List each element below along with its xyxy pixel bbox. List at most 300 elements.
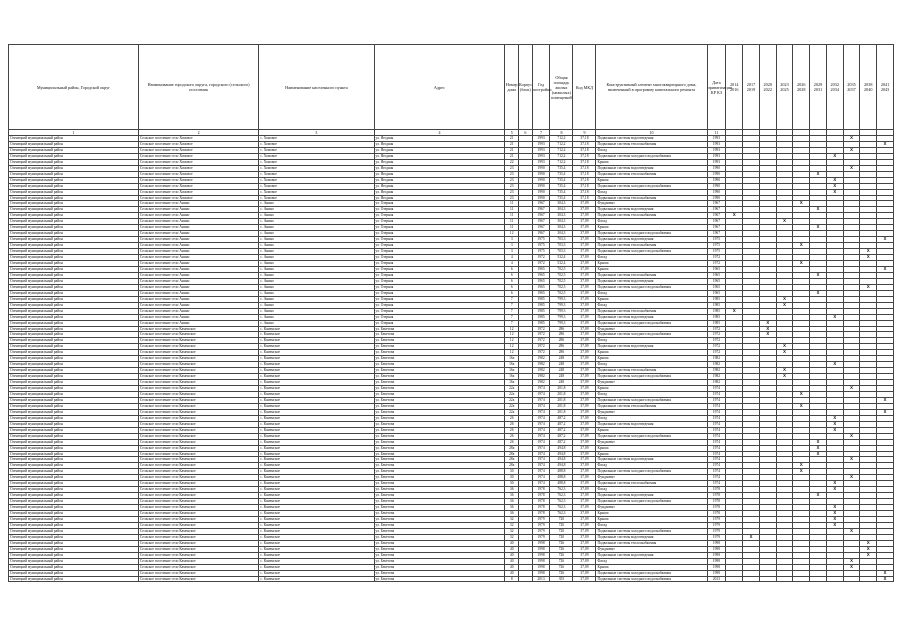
privatization-date-cell: 1982 [707,356,726,362]
mkd-code-cell: 37,09 [573,433,596,439]
privatization-date-cell: 1978 [707,505,726,511]
column-number: 11 [707,130,726,136]
locality-cell: с. Каменское [259,469,374,475]
structural-element-cell: Подвальные системы водоотведения [596,278,707,284]
privatization-date-cell: 1979 [707,534,726,540]
structural-element-cell: Крыша [596,356,707,362]
address-cell: ул. Бекетова [374,433,505,439]
mkd-code-cell: 37,09 [573,403,596,409]
year-built-cell: 1974 [532,469,550,475]
address-cell: ул. Бекетова [374,493,505,499]
structural-element-cell: Подвальные системы холодного водоснабжения [596,469,707,475]
settlement-cell: Сельское поселение село Каменское [138,487,258,493]
address-cell: ул. Ягодная [374,189,505,195]
year-built-cell: 1974 [532,445,550,451]
year-built-cell: 1982 [532,374,550,380]
house-number-cell: 26 [505,433,519,439]
column-number: 1 [9,130,139,136]
address-cell: ул. Озерная [374,231,505,237]
district-cell: Оленецкий муниципальный район [9,338,139,344]
house-number-cell: 7 [505,308,519,314]
structural-element-cell: Подвальные системы холодного водоснабжения [596,153,707,159]
privatization-date-cell: 1990 [707,195,726,201]
mkd-code-cell: 37,09 [573,261,596,267]
locality-cell: с. Каменское [259,558,374,564]
house-number-cell: 4 [505,255,519,261]
year-built-cell: 1985 [532,302,550,308]
structural-element-cell: Крыша [596,296,707,302]
district-cell: Оленецкий муниципальный район [9,159,139,165]
address-cell: ул. Бекетова [374,386,505,392]
structural-element-cell: Фасад [596,255,707,261]
district-cell: Оленецкий муниципальный район [9,576,139,582]
structural-element-cell: Фасад [596,558,707,564]
structural-element-cell: Фундамент [596,475,707,481]
mkd-code-cell: 37,09 [573,231,596,237]
structural-element-cell: Крыша [596,564,707,570]
period-mark-cell: X [810,272,827,278]
address-cell: ул. Бекетова [374,558,505,564]
total-area-cell: 735,4 [550,195,573,201]
settlement-cell: Сельское поселение село Анино [138,278,258,284]
settlement-cell: Сельское поселение село Анино [138,284,258,290]
structural-element-cell: Подвальные системы теплоснабжения [596,403,707,409]
house-number-cell: 6 [505,278,519,284]
structural-element-cell: Фундамент [596,439,707,445]
locality-cell: с. Каменское [259,552,374,558]
total-area-cell: 304,3 [550,219,573,225]
period-mark-cell: X [843,433,860,439]
year-built-cell: 1982 [532,362,550,368]
address-cell: ул. Бекетова [374,380,505,386]
period-mark-cell: X [860,540,877,546]
year-built-cell: 1990 [532,171,550,177]
total-area-cell: 720 [550,522,573,528]
address-cell: ул. Бекетова [374,439,505,445]
year-built-cell: 1974 [532,433,550,439]
district-cell: Оленецкий муниципальный район [9,421,139,427]
locality-cell: с. Каменское [259,493,374,499]
structural-element-cell: Подвальные системы теплоснабжения [596,141,707,147]
total-area-cell: 799,3 [550,302,573,308]
locality-cell: с. Каменское [259,344,374,350]
mkd-code-cell: 37,09 [573,284,596,290]
locality-cell: с. Каменское [259,415,374,421]
house-number-cell: 23 [505,183,519,189]
house-number-cell: 6 [505,290,519,296]
year-built-cell: 1998 [532,546,550,552]
privatization-date-cell: 1967 [707,213,726,219]
mkd-code-cell: 37,09 [573,457,596,463]
district-cell: Оленецкий муниципальный район [9,362,139,368]
structural-element-cell: Фасад [596,302,707,308]
settlement-cell: Сельское поселение село Каменское [138,457,258,463]
address-cell: ул. Бекетова [374,409,505,415]
address-cell: ул. Ягодная [374,171,505,177]
year-built-cell: 1978 [532,505,550,511]
house-number-cell: 22а [505,391,519,397]
period-mark-cell: X [793,261,810,267]
period-mark-cell [843,576,860,582]
total-area-cell: 762,3 [550,493,573,499]
house-number-cell: 30 [505,481,519,487]
settlement-cell: Сельское поселение село Каменское [138,546,258,552]
total-area-cell: 720 [550,528,573,534]
mkd-code-cell: 37,09 [573,505,596,511]
house-number-cell: 8 [505,576,519,582]
structural-element-cell: Крыша [596,159,707,165]
year-built-cell: 1978 [532,487,550,493]
locality-cell: с. Каменское [259,427,374,433]
period-mark-cell: X [810,225,827,231]
year-built-cell: 1990 [532,195,550,201]
settlement-cell: Сельское поселение село Анино [138,302,258,308]
privatization-date-cell: 1975 [707,249,726,255]
mkd-code-cell: 37,09 [573,499,596,505]
district-cell: Оленецкий муниципальный район [9,350,139,356]
structural-element-cell: Крыша [596,261,707,267]
settlement-cell: Сельское поселение село Хомовое [138,153,258,159]
period-mark-cell: X [843,475,860,481]
privatization-date-cell: 1998 [707,546,726,552]
privatization-date-cell: 1965 [707,284,726,290]
year-built-cell: 1972 [532,261,550,267]
privatization-date-cell: 1974 [707,397,726,403]
mkd-code-cell: 37,09 [573,445,596,451]
total-area-cell: 726 [550,564,573,570]
total-area-cell: 712,2 [550,153,573,159]
settlement-cell: Сельское поселение село Анино [138,308,258,314]
settlement-cell: Сельское поселение село Каменское [138,409,258,415]
period-mark-cell: X [810,439,827,445]
year-built-cell: 1990 [532,165,550,171]
privatization-date-cell: 1965 [707,266,726,272]
mkd-code-cell: 37,09 [573,374,596,380]
year-built-cell: 1975 [532,249,550,255]
structural-element-cell: Фасад [596,290,707,296]
period-mark-cell: X [776,344,793,350]
locality-cell: с. Анино [259,243,374,249]
period-mark-cell: X [810,493,827,499]
locality-cell: с. Каменское [259,445,374,451]
structural-element-cell: Подвальные системы теплоснабжения [596,195,707,201]
address-cell: ул. Озерная [374,261,505,267]
year-built-cell: 1990 [532,189,550,195]
district-cell: Оленецкий муниципальный район [9,463,139,469]
district-cell: Оленецкий муниципальный район [9,272,139,278]
locality-cell: с. Каменское [259,522,374,528]
address-cell: ул. Озерная [374,308,505,314]
settlement-cell: Сельское поселение село Каменское [138,368,258,374]
total-area-cell: 487,2 [550,439,573,445]
total-area-cell: 703,3 [550,249,573,255]
structural-element-cell: Фундамент [596,546,707,552]
mkd-code-cell: 37,09 [573,493,596,499]
period-mark-cell: X [877,397,894,403]
year-built-cell: 1993 [532,147,550,153]
address-cell: ул. Ягодная [374,195,505,201]
settlement-cell: Сельское поселение село Каменское [138,469,258,475]
mkd-code-cell: 37,09 [573,314,596,320]
settlement-cell: Сельское поселение село Анино [138,290,258,296]
district-cell: Оленецкий муниципальный район [9,534,139,540]
address-cell: ул. Бекетова [374,552,505,558]
settlement-cell: Сельское поселение село Каменское [138,499,258,505]
locality-cell: с. Анино [259,314,374,320]
mkd-code-cell: 37,09 [573,225,596,231]
period-mark-cell: X [877,266,894,272]
district-cell: Оленецкий муниципальный район [9,517,139,523]
mkd-code-cell: 37,09 [573,344,596,350]
settlement-cell: Сельское поселение село Каменское [138,421,258,427]
year-built-cell: 1978 [532,493,550,499]
locality-cell: с. Хомовое [259,141,374,147]
district-cell: Оленецкий муниципальный район [9,564,139,570]
year-built-cell: 1979 [532,522,550,528]
district-cell: Оленецкий муниципальный район [9,207,139,213]
total-area-cell: 799,3 [550,314,573,320]
settlement-cell: Сельское поселение село Каменское [138,534,258,540]
period-mark-cell: X [860,552,877,558]
header-period-2014-2016: 2014 2016 [726,45,743,130]
period-mark-cell: X [810,451,827,457]
mkd-code-cell: 37,09 [573,368,596,374]
structural-element-cell: Фасад [596,463,707,469]
structural-element-cell: Подвальные системы холодного водоснабжения [596,183,707,189]
period-mark-cell [776,576,793,582]
privatization-date-cell: 1993 [707,153,726,159]
period-mark-cell [810,576,827,582]
period-mark-cell: X [860,249,877,255]
locality-cell: с. Хомовое [259,183,374,189]
year-built-cell: 1974 [532,409,550,415]
locality-cell: с. Каменское [259,534,374,540]
period-mark-cell: X [726,308,743,314]
mkd-code-cell: 37,09 [573,469,596,475]
locality-cell: с. Анино [259,201,374,207]
mkd-code-cell: 37,09 [573,439,596,445]
period-mark-cell: X [860,255,877,261]
house-number-cell: 40 [505,564,519,570]
house-number-cell: 7 [505,296,519,302]
district-cell: Оленецкий муниципальный район [9,189,139,195]
privatization-date-cell: 1965 [707,290,726,296]
privatization-date-cell: 1985 [707,314,726,320]
structural-element-cell: Подвальные системы теплоснабжения [596,213,707,219]
mkd-code-cell: 37,09 [573,201,596,207]
district-cell: Оленецкий муниципальный район [9,344,139,350]
district-cell: Оленецкий муниципальный район [9,171,139,177]
period-mark-cell: X [843,457,860,463]
column-number: 7 [532,130,550,136]
address-cell: ул. Озерная [374,314,505,320]
year-built-cell: 1979 [532,528,550,534]
mkd-code-cell: 37,09 [573,564,596,570]
year-built-cell: 1967 [532,207,550,213]
district-cell: Оленецкий муниципальный район [9,290,139,296]
privatization-date-cell: 1967 [707,201,726,207]
settlement-cell: Сельское поселение село Каменское [138,391,258,397]
locality-cell: с. Каменское [259,356,374,362]
address-cell: ул. Бекетова [374,511,505,517]
settlement-cell: Сельское поселение село Каменское [138,481,258,487]
settlement-cell: Сельское поселение село Каменское [138,427,258,433]
header-period-2023-2025: 2023 2025 [776,45,793,130]
privatization-date-cell: 1990 [707,183,726,189]
house-number-cell: 12 [505,350,519,356]
period-mark-cell: X [793,243,810,249]
total-area-cell: 201,8 [550,397,573,403]
period-mark-cell: X [843,386,860,392]
privatization-date-cell: 1974 [707,409,726,415]
structural-element-cell: Крыша [596,517,707,523]
total-area-cell: 735,4 [550,171,573,177]
locality-cell: с. Анино [259,237,374,243]
address-cell: ул. Озерная [374,219,505,225]
district-cell: Оленецкий муниципальный район [9,570,139,576]
address-cell: ул. Бекетова [374,362,505,368]
locality-cell: с. Каменское [259,528,374,534]
mkd-code-cell: 37,09 [573,546,596,552]
settlement-cell: Сельское поселение село Анино [138,320,258,326]
settlement-cell: Сельское поселение село Каменское [138,433,258,439]
privatization-date-cell: 1974 [707,421,726,427]
period-mark-cell: X [860,546,877,552]
settlement-cell: Сельское поселение село Анино [138,219,258,225]
locality-cell: с. Каменское [259,374,374,380]
total-area-cell: 702,5 [550,272,573,278]
total-area-cell: 248 [550,356,573,362]
privatization-date-cell: 1990 [707,177,726,183]
header-mkd-code: Код МКД [573,45,596,130]
house-number-cell: 7 [505,302,519,308]
year-built-cell: 1974 [532,415,550,421]
address-cell: ул. Бекетова [374,326,505,332]
privatization-date-cell: 1972 [707,344,726,350]
privatization-date-cell: 1972 [707,350,726,356]
district-cell: Оленецкий муниципальный район [9,409,139,415]
district-cell: Оленецкий муниципальный район [9,505,139,511]
settlement-cell: Сельское поселение село Хомовое [138,189,258,195]
header-building: Корпус (блок) [519,45,533,130]
total-area-cell: 762,3 [550,505,573,511]
district-cell: Оленецкий муниципальный район [9,451,139,457]
mkd-code-cell: 37,09 [573,415,596,421]
settlement-cell: Сельское поселение село Анино [138,296,258,302]
period-mark-cell: X [826,362,843,368]
mkd-code-cell: 37,09 [573,517,596,523]
house-number-cell: 22а [505,397,519,403]
total-area-cell: 487,2 [550,415,573,421]
year-built-cell: 1972 [532,326,550,332]
house-number-cell: 32 [505,534,519,540]
address-cell: ул. Бекетова [374,350,505,356]
period-mark-cell [860,576,877,582]
year-built-cell: 1974 [532,481,550,487]
period-mark-cell: X [877,409,894,415]
district-cell: Оленецкий муниципальный район [9,469,139,475]
structural-element-cell: Фасад [596,189,707,195]
mkd-code-cell: 37,09 [573,249,596,255]
year-built-cell: 1982 [532,368,550,374]
address-cell: ул. Ягодная [374,153,505,159]
privatization-date-cell: 1974 [707,433,726,439]
settlement-cell: Сельское поселение село Анино [138,231,258,237]
house-number-cell: 32 [505,528,519,534]
structural-element-cell: Фундамент [596,380,707,386]
structural-element-cell: Фасад [596,219,707,225]
address-cell: ул. Бекетова [374,332,505,338]
structural-element-cell: Крыша [596,266,707,272]
house-number-cell: 6 [505,284,519,290]
house-number-cell: 30 [505,475,519,481]
settlement-cell: Сельское поселение село Каменское [138,564,258,570]
structural-element-cell: Подвальные системы теплоснабжения [596,540,707,546]
settlement-cell: Сельское поселение село Каменское [138,338,258,344]
mkd-code-cell: 37,09 [573,278,596,284]
column-number: 8 [550,130,573,136]
district-cell: Оленецкий муниципальный район [9,427,139,433]
privatization-date-cell: 1978 [707,493,726,499]
year-built-cell: 1998 [532,564,550,570]
address-cell: ул. Бекетова [374,570,505,576]
column-number: 3 [259,130,374,136]
settlement-cell: Сельское поселение село Каменское [138,540,258,546]
year-built-cell: 1967 [532,213,550,219]
structural-element-cell: Фасад [596,487,707,493]
address-cell: ул. Озерная [374,272,505,278]
house-number-cell: 28а [505,445,519,451]
district-cell: Оленецкий муниципальный район [9,302,139,308]
settlement-cell: Сельское поселение село Каменское [138,493,258,499]
district-cell: Оленецкий муниципальный район [9,540,139,546]
settlement-cell: Сельское поселение село Хомовое [138,159,258,165]
year-built-cell: 1990 [532,183,550,189]
structural-element-cell: Подвальные системы водоотведения [596,165,707,171]
privatization-date-cell: 1974 [707,427,726,433]
address-cell: ул. Озерная [374,278,505,284]
year-built-cell: 1974 [532,403,550,409]
settlement-cell: Сельское поселение село Каменское [138,350,258,356]
address-cell: ул. Озерная [374,320,505,326]
locality-cell: с. Анино [259,219,374,225]
district-cell: Оленецкий муниципальный район [9,546,139,552]
locality-cell: с. Каменское [259,439,374,445]
house-number-cell: 23 [505,189,519,195]
table-row [9,576,894,582]
house-number-cell: 12 [505,231,519,237]
total-area-cell: 762,3 [550,511,573,517]
structural-element-cell: Крыша [596,177,707,183]
address-cell: ул. Ягодная [374,136,505,142]
period-mark-cell: X [826,153,843,159]
address-cell: ул. Озерная [374,243,505,249]
locality-cell: с. Хомовое [259,147,374,153]
structural-element-cell: Крыша [596,427,707,433]
address-cell: ул. Озерная [374,249,505,255]
period-mark-cell: X [793,391,810,397]
year-built-cell: 1974 [532,397,550,403]
privatization-date-cell: 1990 [707,171,726,177]
address-cell: ул. Ягодная [374,159,505,165]
year-built-cell: 1982 [532,356,550,362]
privatization-date-cell: 1967 [707,207,726,213]
period-mark-cell: X [877,576,894,582]
period-mark-cell: X [810,445,827,451]
privatization-date-cell: 1965 [707,272,726,278]
settlement-cell: Сельское поселение село Каменское [138,570,258,576]
column-number: 2 [138,130,258,136]
